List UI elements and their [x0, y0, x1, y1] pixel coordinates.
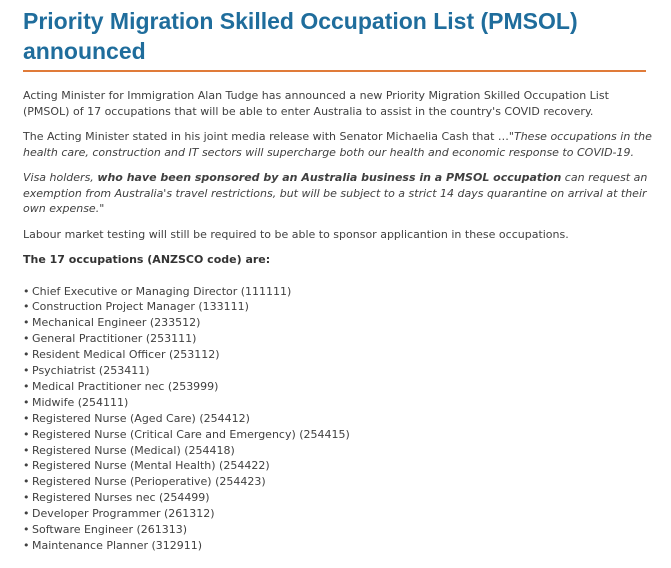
- occupation-item: [23, 490, 653, 506]
- occupation-item: [23, 395, 653, 411]
- occupation-item: [23, 411, 653, 427]
- occupation-label: Medical Practitioner nec (253999): [32, 379, 219, 393]
- occupation-item: [23, 363, 653, 379]
- bullet-icon: •: [23, 539, 30, 552]
- article-body: [23, 88, 653, 554]
- list-heading: The 17 occupations (ANZSCO code) are:: [23, 253, 271, 266]
- occupation-label: Developer Programmer (261312): [32, 507, 215, 521]
- bullet-icon: •: [23, 475, 30, 489]
- occupation-item: [23, 427, 653, 443]
- occupation-label: General Practitioner (253111): [32, 332, 197, 346]
- bullet-icon: •: [23, 332, 30, 346]
- visa-paragraph: [23, 170, 653, 217]
- visa-text-bold: who have been sponsored by an Australia business in a PMSOL occupation: [97, 171, 562, 184]
- bullet-icon: •: [23, 379, 30, 393]
- article: [23, 6, 653, 554]
- occupation-label: Registered Nurse (Aged Care) (254412): [32, 411, 250, 425]
- bullet-icon: •: [23, 491, 30, 505]
- occupation-label: Registered Nurses nec (254499): [32, 491, 210, 505]
- occupation-label: Maintenance Planner (312911): [32, 539, 203, 552]
- visa-text-start: Visa holders,: [23, 171, 98, 184]
- occupation-item: [23, 331, 653, 347]
- quote-paragraph: [23, 129, 653, 160]
- occupation-item: [23, 379, 653, 395]
- bullet-icon: •: [23, 427, 30, 441]
- occupation-label: Registered Nurse (Medical) (254418): [32, 443, 235, 457]
- title-divider: [23, 70, 646, 72]
- intro-paragraph: Acting Minister for Immigration Alan Tudge has announced a new Priority Migration Skilled Occupation List (PMSOL) of 17 occupations that will be able to enter Australia to assist in the country's COVID recovery.: [23, 89, 609, 118]
- occupation-label: Registered Nurse (Perioperative) (254423): [32, 475, 266, 489]
- bullet-icon: •: [23, 300, 30, 314]
- bullet-icon: •: [23, 348, 30, 362]
- bullet-icon: •: [23, 459, 30, 473]
- occupation-item: [23, 538, 653, 554]
- bullet-icon: •: [23, 523, 30, 537]
- bullet-icon: •: [23, 443, 30, 457]
- occupation-item: [23, 443, 653, 459]
- bullet-icon: •: [23, 411, 30, 425]
- occupation-item: [23, 506, 653, 522]
- bullet-icon: •: [23, 395, 30, 409]
- quote-intro: The Acting Minister stated in his joint media release with Senator Michaelia Cash that …": [23, 130, 514, 143]
- quote-text: These occupations in the health care, construction and IT sectors will supercharge both our health and economic response to COVID-19.: [23, 130, 652, 159]
- occupation-label: Construction Project Manager (133111): [32, 300, 249, 314]
- bullet-icon: •: [23, 507, 30, 521]
- occupation-label: Software Engineer (261313): [32, 523, 188, 537]
- page-title: Priority Migration Skilled Occupation List (PMSOL) announced: [23, 8, 578, 64]
- occupation-list: [23, 284, 653, 554]
- occupation-label: Midwife (254111): [32, 395, 129, 409]
- occupation-item: [23, 458, 653, 474]
- bullet-icon: •: [23, 284, 30, 298]
- bullet-icon: •: [23, 316, 30, 330]
- occupation-label: Mechanical Engineer (233512): [32, 316, 201, 330]
- visa-text-end: can request an exemption from Australia's travel restrictions, but will be subject to a strict 14 days quarantine on arrival at their own expense.": [23, 171, 648, 215]
- occupation-item: [23, 522, 653, 538]
- occupation-label: Chief Executive or Managing Director (111111): [32, 284, 292, 298]
- occupation-label: Psychiatrist (253411): [32, 364, 150, 378]
- occupation-label: Registered Nurse (Mental Health) (254422): [32, 459, 270, 473]
- labour-paragraph: Labour market testing will still be required to be able to sponsor applicantion in these occupations.: [23, 227, 569, 241]
- occupation-item: [23, 284, 653, 300]
- occupation-label: Resident Medical Officer (253112): [32, 348, 220, 362]
- occupation-label: Registered Nurse (Critical Care and Emergency) (254415): [32, 427, 350, 441]
- occupation-item: [23, 474, 653, 490]
- occupation-item: [23, 347, 653, 363]
- bullet-icon: •: [23, 364, 30, 378]
- occupation-item: [23, 315, 653, 331]
- occupation-item: [23, 299, 653, 315]
